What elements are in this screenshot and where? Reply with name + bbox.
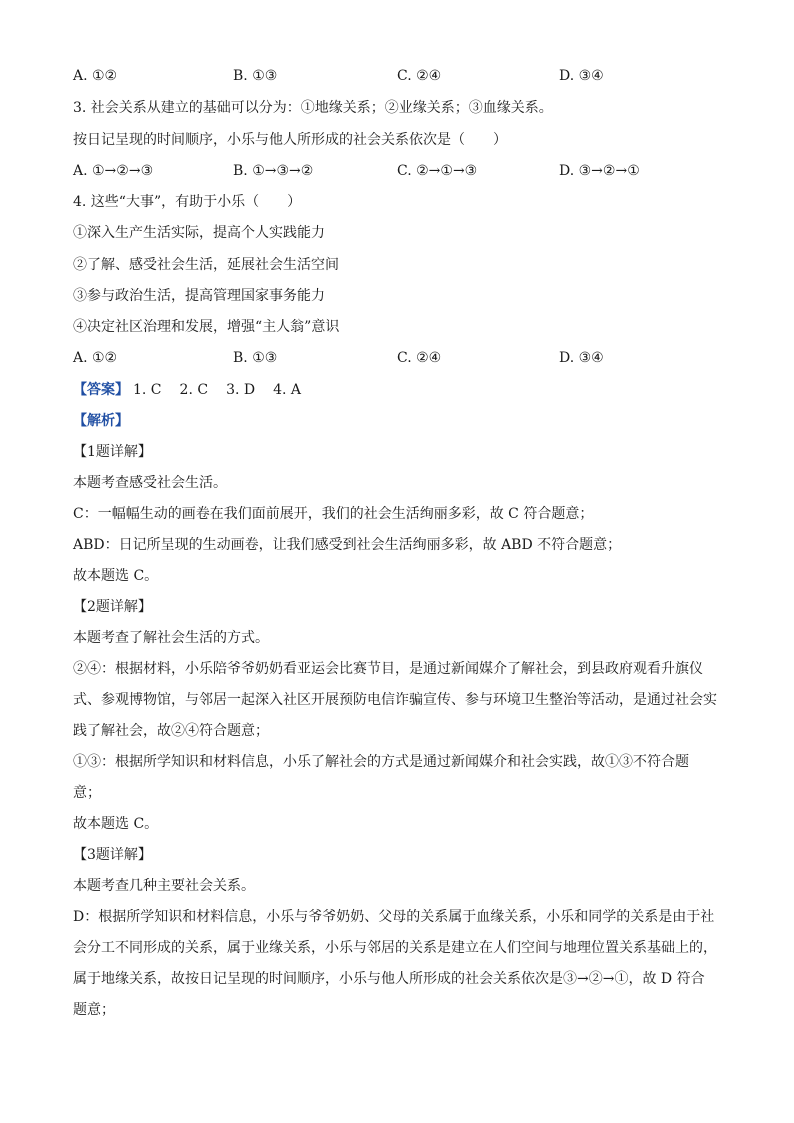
q3-stem-2: 按日记呈现的时间顺序，小乐与他人所形成的社会关系依次是（ ） [73,132,507,148]
d2-title: 【2题详解】 [73,599,152,615]
d2-line-5: ①③：根据所学知识和材料信息，小乐了解社会的方式是通过新闻媒介和社会实践，故①③不符合题 [73,754,689,770]
d2-line-1: 本题考查了解社会生活的方式。 [73,630,269,646]
d3-line-4: 属于地缘关系，故按日记呈现的时间顺序，小乐与他人所形成的社会关系依次是③→②→①，故 D 符合 [73,971,705,987]
d1-line-4: 故本题选 C。 [73,568,159,584]
d3-line-1: 本题考查几种主要社会关系。 [73,878,255,894]
q2-option-a: A. ①② [73,68,118,84]
q3-stem: 3. 社会关系从建立的基础可以分为：①地缘关系；②业缘关系；③血缘关系。 [73,100,553,116]
q3-option-b: B. ①→③→② [233,163,314,179]
answer-item-2: 2. C [179,382,209,398]
d1-line-1: 本题考查感受社会生活。 [73,475,227,491]
analysis-label: 【解析】 [73,413,129,429]
answer-item-3: 3. D [226,382,256,398]
d3-line-3: 会分工不同形成的关系，属于业缘关系，小乐与邻居的关系是建立在人们空间与地理位置关系基础上的， [73,940,717,956]
d2-line-4: 践了解社会，故②④符合题意； [73,723,269,739]
d3-line-5: 题意； [73,1002,115,1018]
q3-option-c: C. ②→①→③ [397,163,478,179]
q4-option-d: D. ③④ [559,350,604,366]
d2-line-6: 意； [73,785,101,801]
d2-line-7: 故本题选 C。 [73,816,159,832]
d2-line-3: 式、参观博物馆，与邻居一起深入社区开展预防电信诈骗宣传、参与环境卫生整治等活动，是通过社会实 [73,692,717,708]
d2-line-2: ②④：根据材料，小乐陪爷爷奶奶看亚运会比赛节目，是通过新闻媒介了解社会，到县政府观看升旗仪 [73,661,703,677]
answer-label: 【答案】 [73,382,129,398]
q4-option-b: B. ①③ [233,350,278,366]
q4-option-a: A. ①② [73,350,118,366]
d3-title: 【3题详解】 [73,847,152,863]
q4-item-3: ③参与政治生活，提高管理国家事务能力 [73,288,325,304]
answer-item-1: 1. C [133,382,162,398]
answer-row [73,380,723,400]
q4-item-4: ④决定社区治理和发展，增强“主人翁”意识 [73,319,340,335]
d1-line-2: C：一幅幅生动的画卷在我们面前展开，我们的社会生活绚丽多彩，故 C 符合题意； [73,506,594,522]
d3-line-2: D：根据所学知识和材料信息，小乐与爷爷奶奶、父母的关系属于血缘关系，小乐和同学的关系是由于社 [73,909,715,925]
q4-item-2: ②了解、感受社会生活，延展社会生活空间 [73,257,339,273]
q2-option-d: D. ③④ [559,68,604,84]
q4-option-c: C. ②④ [397,350,442,366]
d1-line-3: ABD：日记所呈现的生动画卷，让我们感受到社会生活绚丽多彩，故 ABD 不符合题意； [73,537,622,553]
q2-option-c: C. ②④ [397,68,442,84]
q4-stem: 4. 这些“大事”，有助于小乐（ ） [73,194,302,210]
q4-item-1: ①深入生产生活实际，提高个人实践能力 [73,225,325,241]
d1-title: 【1题详解】 [73,444,152,460]
answer-item-4: 4. A [273,382,302,398]
q3-option-a: A. ①→②→③ [73,163,154,179]
q3-option-d: D. ③→②→① [559,163,640,179]
q2-option-b: B. ①③ [233,68,278,84]
